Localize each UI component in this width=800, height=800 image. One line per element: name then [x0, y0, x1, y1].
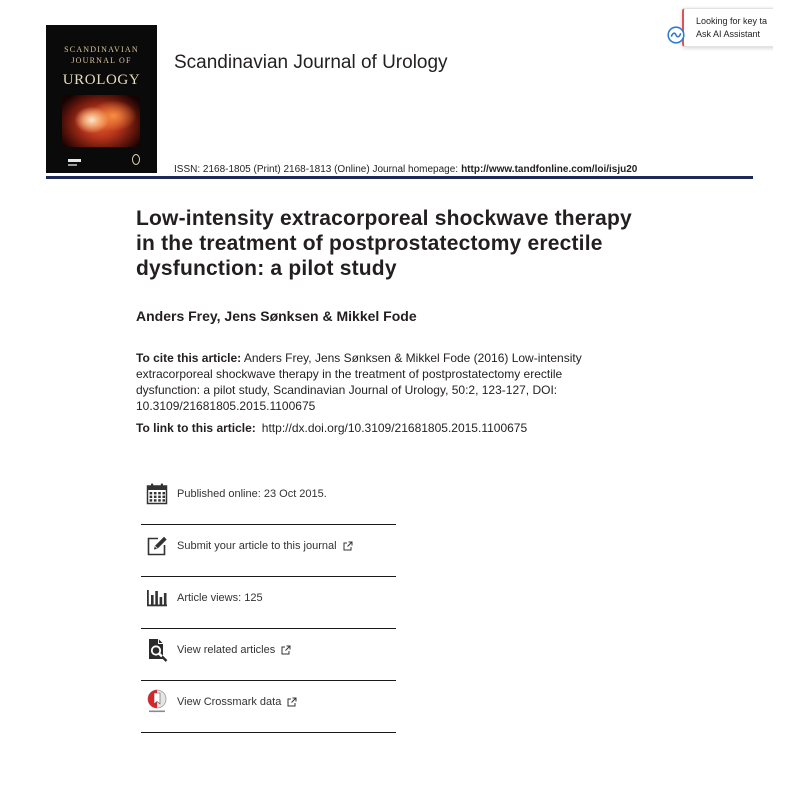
info-item-article-views[interactable] — [141, 577, 396, 629]
info-item-crossmark[interactable] — [141, 681, 396, 733]
ai-popup-line-1[interactable]: Looking for key ta — [696, 16, 768, 26]
edit-icon — [146, 534, 168, 558]
ai-assistant-popup[interactable] — [682, 8, 773, 47]
society-emblem-icon — [132, 154, 140, 165]
issn-line — [174, 164, 637, 176]
cover-photo — [62, 95, 140, 147]
publisher-logo-subline — [68, 164, 77, 166]
article-title: Low-intensity extracorporeal shockwave therapy in the treatment of postprostatectomy erectile dysfunction: a pilot study — [136, 207, 632, 280]
article-views-text[interactable]: Article views: 125 — [177, 592, 263, 604]
external-link-icon[interactable] — [343, 541, 353, 551]
article-info-list — [141, 473, 396, 733]
related-articles-icon — [146, 638, 168, 662]
cover-title-line-1: SCANDINAVIAN — [64, 45, 139, 54]
crossmark-link[interactable]: View Crossmark data — [177, 696, 282, 708]
cover-title-line-3: UROLOGY — [62, 72, 141, 88]
submit-article-link[interactable]: Submit your article to this journal — [177, 540, 337, 552]
calendar-icon — [146, 482, 168, 506]
ai-assistant-icon[interactable] — [667, 26, 685, 44]
journal-cover-image — [46, 25, 157, 173]
article-doi-link[interactable]: http://dx.doi.org/10.3109/21681805.2015.1100675 — [261, 421, 528, 435]
external-link-icon[interactable] — [281, 645, 291, 655]
crossmark-icon — [146, 690, 168, 714]
info-item-submit-article[interactable] — [141, 525, 396, 577]
issn-text: ISSN: 2168-1805 (Print) 2168-1813 (Online) Journal homepage: — [174, 164, 459, 175]
related-articles-link[interactable]: View related articles — [177, 644, 276, 656]
ai-assistant-region — [660, 0, 773, 60]
citation-label: To cite this article: — [136, 351, 242, 365]
journal-title: Scandinavian Journal of Urology — [174, 52, 448, 73]
article-link-label: To link to this article: — [136, 421, 256, 435]
article-link-line — [136, 420, 527, 436]
publisher-logo — [68, 159, 81, 162]
journal-homepage-link[interactable]: http://www.tandfonline.com/loi/isju20 — [461, 164, 638, 175]
ai-popup-line-2[interactable]: Ask AI Assistant — [696, 29, 761, 39]
external-link-icon[interactable] — [287, 697, 297, 707]
info-item-related-articles[interactable] — [141, 629, 396, 681]
citation-block — [136, 350, 598, 414]
info-item-published — [141, 473, 396, 525]
citation-text: Anders Frey, Jens Sønksen & Mikkel Fode (2016) Low-intensity extracorporeal shockwave therapy in the treatment of postprostatectomy erectile dysfunction: a pilot study, Scandinavian Journal of Urology, 50:2, 123-127, DOI: 10.3109/21681805.2015.1100675 — [136, 351, 582, 413]
bar-chart-icon — [146, 586, 168, 610]
article-authors: Anders Frey, Jens Sønksen & Mikkel Fode — [136, 308, 417, 324]
published-online-text: Published online: 23 Oct 2015. — [177, 488, 327, 500]
header-divider — [46, 176, 753, 179]
cover-title-line-2: JOURNAL OF — [71, 56, 132, 65]
